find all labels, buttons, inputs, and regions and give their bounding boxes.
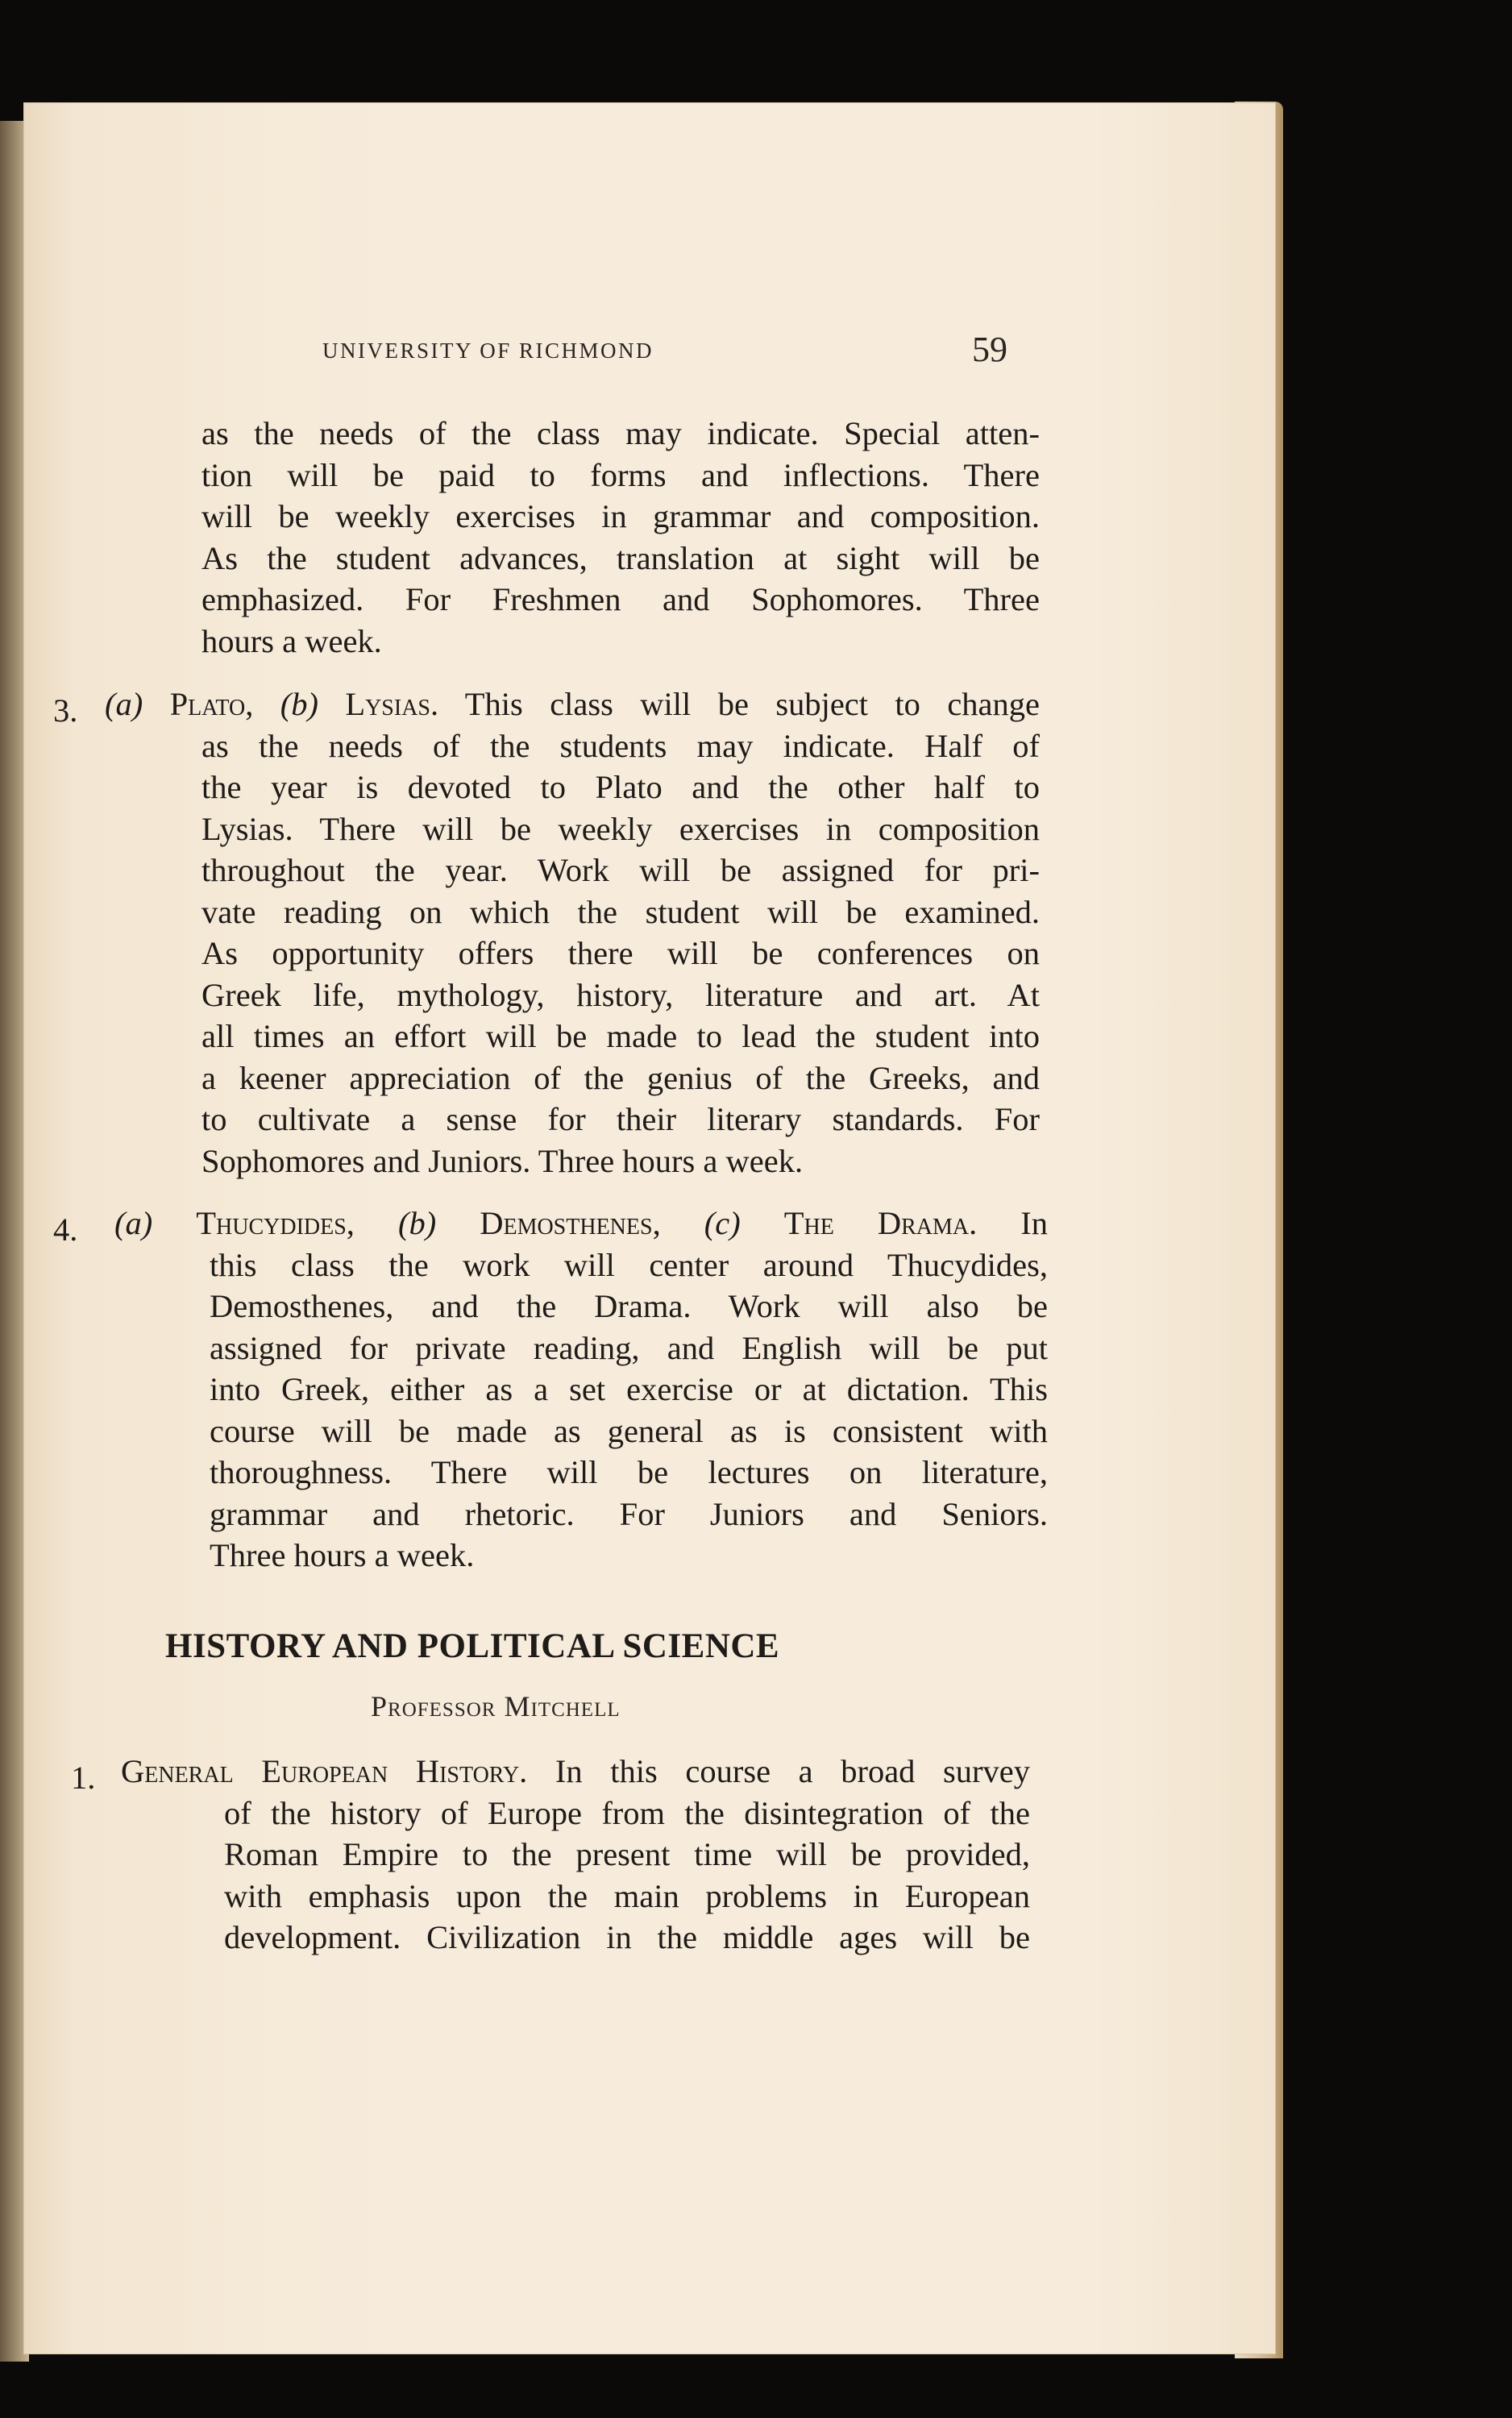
professor-name: Professor Mitchell — [371, 1690, 621, 1722]
text-line: into Greek, either as a set exercise or at dictation. This — [210, 1371, 1048, 1407]
text-line: as the needs of the students may indicate. Half of — [201, 727, 1040, 764]
text-line: this class the work will center around Thucydides, — [210, 1246, 1048, 1283]
course-title: Plato, — [169, 686, 254, 722]
course-title: Lysias. — [345, 686, 439, 722]
course-number: 4. — [53, 1211, 78, 1248]
text-line: thoroughness. There will be lectures on literature, — [210, 1454, 1048, 1490]
text-line: Lysias. There will be weekly exercises in composition — [201, 810, 1040, 847]
text-line: will be weekly exercises in grammar and composition. — [201, 498, 1040, 534]
continuation-paragraph — [201, 413, 1040, 662]
text-line: Three hours a week. — [210, 1537, 475, 1573]
running-head: UNIVERSITY OF RICHMOND — [322, 339, 654, 363]
text-line: course will be made as general as is consistent with — [210, 1412, 1048, 1449]
course-title: The Drama. — [783, 1205, 978, 1241]
history-course-1-entry — [121, 1751, 1031, 1959]
text-line: Greek life, mythology, history, literature and art. At — [201, 976, 1040, 1013]
text-line: In — [1020, 1205, 1048, 1241]
text-line: development. Civilization in the middle ages will be — [224, 1919, 1030, 1955]
item-label-a: (a) — [105, 686, 143, 722]
text-line: Roman Empire to the present time will be provided, — [224, 1836, 1030, 1872]
course-title: General European History. — [121, 1753, 528, 1789]
text-line: In this course a broad survey — [555, 1753, 1031, 1789]
text-line: as the needs of the class may indicate. Special atten- — [201, 415, 1040, 451]
text-line: all times an effort will be made to lead the student into — [201, 1018, 1040, 1054]
text-line: assigned for private reading, and English will be put — [210, 1329, 1048, 1366]
text-line: As opportunity offers there will be conferences on — [201, 935, 1040, 971]
text-line: This class will be subject to change — [464, 686, 1040, 722]
text-line: to cultivate a sense for their literary standards. For — [201, 1101, 1040, 1137]
text-line: the year is devoted to Plato and the other half to — [201, 769, 1040, 805]
text-line: vate reading on which the student will be examined. — [201, 893, 1040, 930]
text-line: a keener appreciation of the genius of the Greeks, and — [201, 1059, 1040, 1096]
text-line: Sophomores and Juniors. Three hours a week. — [201, 1142, 804, 1179]
section-heading: HISTORY AND POLITICAL SCIENCE — [165, 1627, 780, 1665]
course-number: 3. — [53, 692, 78, 729]
course-title: Thucydides, — [196, 1205, 355, 1241]
text-line: tion will be paid to forms and inflections. There — [201, 456, 1040, 493]
course-3-entry — [105, 683, 1040, 1182]
text-line: Demosthenes, and the Drama. Work will also be — [210, 1288, 1048, 1324]
text-line: with emphasis upon the main problems in European — [224, 1877, 1030, 1914]
course-title-line — [121, 1751, 1030, 1793]
text-line: grammar and rhetoric. For Juniors and Seniors. — [210, 1495, 1048, 1532]
page-number: 59 — [972, 330, 1007, 369]
item-label-a: (a) — [114, 1205, 153, 1241]
item-label-c: (c) — [704, 1205, 741, 1241]
course-title-line — [114, 1203, 1048, 1244]
text-line: throughout the year. Work will be assigned for pri- — [201, 852, 1040, 888]
course-4-entry — [114, 1203, 1048, 1577]
course-title-line — [105, 683, 1040, 725]
text-line: of the history of Europe from the disintegration of the — [224, 1794, 1030, 1831]
course-title: Demosthenes, — [480, 1205, 661, 1241]
item-label-b: (b) — [280, 686, 318, 722]
text-line: As the student advances, translation at sight will be — [201, 539, 1040, 576]
text-line: hours a week. — [201, 622, 382, 659]
item-label-b: (b) — [397, 1205, 437, 1241]
course-number: 1. — [71, 1759, 96, 1796]
text-line: emphasized. For Freshmen and Sophomores. Three — [201, 581, 1040, 617]
